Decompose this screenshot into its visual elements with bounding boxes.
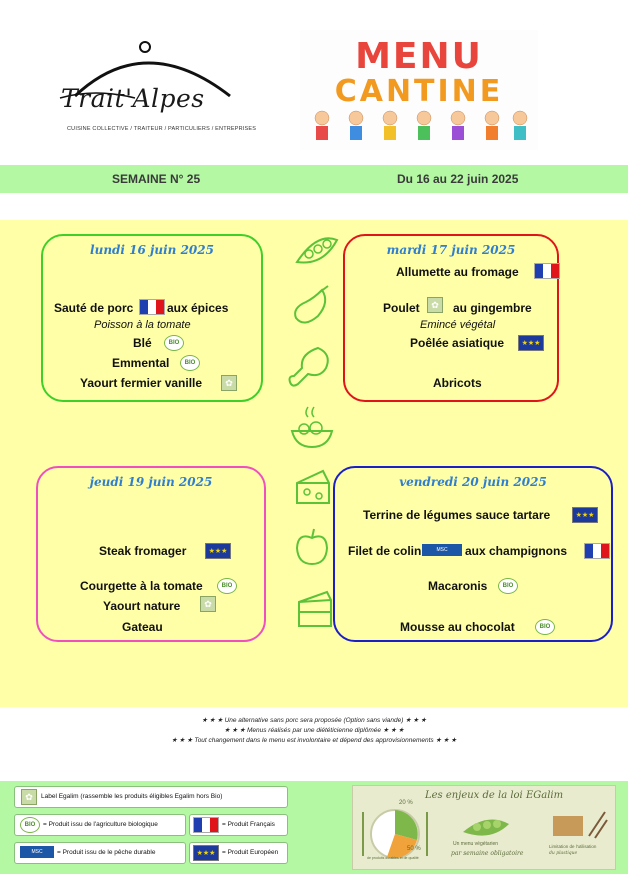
peas-pod-icon: [461, 814, 511, 838]
menu-item: Emmental: [112, 356, 170, 370]
menu-item: Poêlée asiatique: [410, 336, 505, 350]
eu-flag-icon: ★★★: [518, 335, 544, 351]
egalim-icon: ✿: [427, 297, 443, 313]
thursday-title: jeudi 19 juin 2025: [89, 475, 213, 489]
legend-french: [189, 814, 288, 836]
menu-item: Allumette au fromage: [396, 265, 519, 279]
logo-name: Trait'Alpes: [61, 84, 205, 113]
week-dates: Du 16 au 22 juin 2025: [397, 172, 519, 186]
msc-icon: MSC: [422, 544, 462, 556]
eu-flag-icon: ★★★: [572, 507, 598, 523]
week-band: [0, 165, 628, 193]
note-line: ★ ★ ★ Une alternative sans porc sera proposée (Option sans viande) ★ ★ ★: [201, 717, 427, 724]
egalim-icon: ✿: [200, 596, 216, 612]
menu-area: [0, 220, 628, 707]
french-flag-icon: [139, 299, 165, 315]
menu-item: Gateau: [122, 620, 163, 634]
menu-item: Poulet: [383, 301, 420, 315]
menu-item: aux épices: [167, 301, 229, 315]
friday-title: vendredi 20 juin 2025: [399, 475, 547, 489]
french-flag-icon: [584, 543, 610, 559]
legend-french-label: = Produit Français: [222, 821, 275, 828]
cantine-word: CANTINE: [334, 74, 504, 109]
legend-msc: [14, 842, 186, 864]
bio-icon: BIO: [498, 578, 518, 594]
bio-icon: BIO: [217, 578, 237, 594]
legend-eu: [189, 842, 288, 864]
note-line: ★ ★ ★ Menus réalisés par une diététicienne diplômée ★ ★ ★: [224, 727, 404, 734]
menu-word: [300, 36, 538, 77]
poster-caption-left: de produits durables et de qualité: [367, 856, 419, 860]
menu-item: Courgette à la tomate: [80, 579, 203, 593]
legend-eu-label: = Produit Européen: [222, 849, 279, 856]
cutlery-icon: [549, 806, 609, 840]
poster-caption-mid-1: Un menu végétarien: [453, 841, 499, 847]
poster-stat-bottom: 50 %: [407, 846, 421, 852]
menu-item: Blé: [133, 336, 152, 350]
bio-icon: BIO: [20, 817, 40, 833]
apple-icon: [294, 526, 330, 568]
french-flag-icon: [534, 263, 560, 279]
menu-letters: MENU: [355, 36, 483, 77]
menu-item: Yaourt nature: [103, 599, 181, 613]
bio-icon: BIO: [164, 335, 184, 351]
poster-title: Les enjeux de la loi EGalim: [425, 790, 564, 801]
msc-icon: MSC: [20, 846, 54, 858]
cheese-icon: [293, 467, 333, 507]
legend-msc-label: = Produit issu de le pêche durable: [57, 849, 156, 856]
bio-icon: BIO: [535, 619, 555, 635]
cake-slice-icon: [295, 588, 335, 630]
monday-title: lundi 16 juin 2025: [90, 243, 214, 257]
poster-stat-top: 20 %: [399, 800, 413, 806]
egalim-icon: ✿: [221, 375, 237, 391]
legend-egalim-label: Label Egalim (rassemble les produits éligibles Egalim hors Bio): [41, 793, 223, 800]
legend-bio-label: = Produit issu de l'agriculture biologique: [43, 821, 158, 828]
week-number: SEMAINE N° 25: [112, 172, 201, 186]
menu-item: Filet de colin: [348, 544, 422, 558]
pasta-bowl-icon: [288, 405, 336, 449]
poster-caption-right: Limitation de l'utilisation du plastique: [549, 844, 597, 856]
menu-item: Sauté de porc: [54, 301, 134, 315]
note-line: ★ ★ ★ Tout changement dans le menu est involontaire et dépend des approvisionnements ★ ★ ★: [171, 737, 457, 744]
menu-item-alternative: Emincé végétal: [420, 319, 496, 331]
bio-icon: BIO: [180, 355, 200, 371]
eu-flag-icon: ★★★: [193, 845, 219, 861]
peas-icon: [293, 232, 341, 268]
menu-item: Yaourt fermier vanille: [80, 376, 203, 390]
poster-caption-mid-2: par semaine obligatoire: [451, 850, 524, 857]
egalim-icon: ✿: [21, 789, 37, 805]
eu-flag-icon: ★★★: [205, 543, 231, 559]
menu-item: Mousse au chocolat: [400, 620, 515, 634]
french-flag-icon: [193, 817, 219, 833]
menu-cantine-logo: [300, 30, 538, 150]
menu-item: Macaronis: [428, 579, 488, 593]
menu-item: aux champignons: [465, 544, 568, 558]
egalim-poster: [352, 785, 616, 870]
menu-item: au gingembre: [453, 301, 532, 315]
logo-tagline: CUISINE COLLECTIVE / TRAITEUR / PARTICULIERS / ENTREPRISES: [67, 126, 257, 132]
company-logo: [55, 38, 257, 138]
legend-egalim: [14, 786, 288, 808]
menu-item: Terrine de légumes sauce tartare: [363, 508, 551, 522]
menu-item: Steak fromager: [99, 544, 187, 558]
menu-item: Abricots: [433, 376, 482, 390]
menu-item-alternative: Poisson à la tomate: [94, 319, 191, 331]
eggplant-icon: [290, 282, 334, 326]
tuesday-title: mardi 17 juin 2025: [386, 243, 516, 257]
chicken-leg-icon: [288, 344, 332, 390]
legend-bio: [14, 814, 186, 836]
children-illustration: [308, 108, 530, 148]
